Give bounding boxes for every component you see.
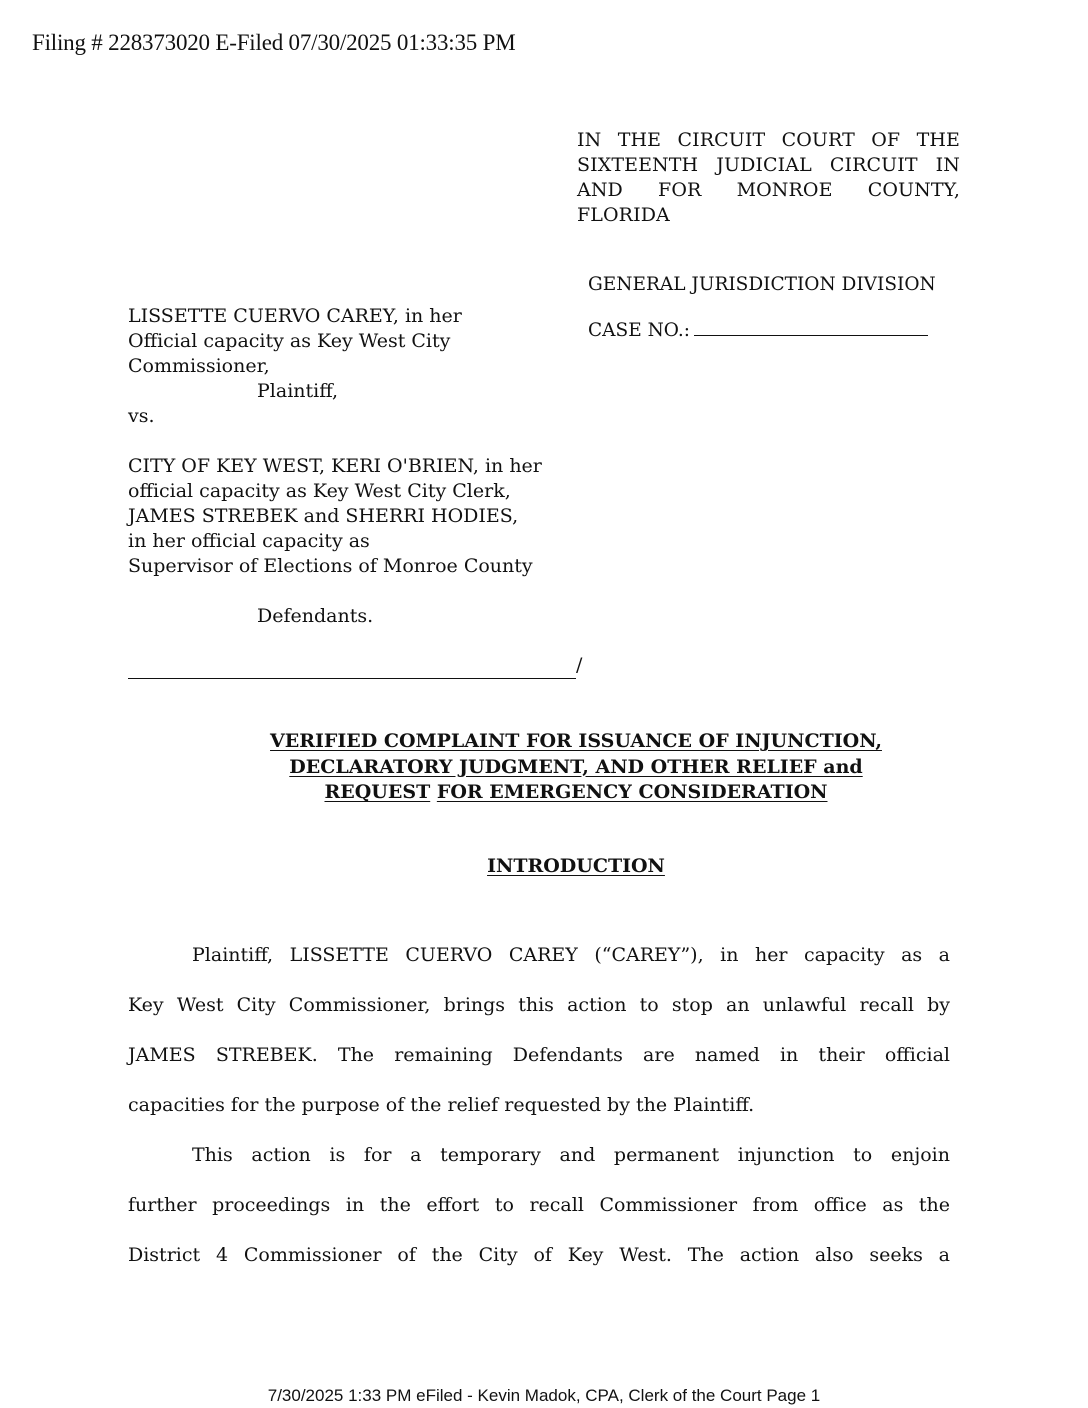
defendant-caption [128,454,542,579]
introduction-body [128,930,950,1280]
title-line: FOR EMERGENCY CONSIDERATION [436,781,828,803]
case-number-blank [694,334,928,336]
defendant-line: in her official capacity as [128,530,370,552]
court-line: AND FOR MONROE COUNTY, [577,179,960,201]
versus-label: vs. [128,405,155,427]
case-number-label: CASE NO.: [588,320,690,341]
plaintiff-role: Plaintiff, [257,380,339,402]
document-title [128,729,1024,806]
title-line: REQUEST [324,781,431,803]
court-line: SIXTEENTH JUDICIAL CIRCUIT IN [577,154,960,176]
plaintiff-line: Official capacity as Key West City [128,330,451,352]
paragraph-line: This action is for a temporary and permanent injunction to enjoin [192,1144,950,1166]
case-number-field [588,320,928,341]
defendant-line: CITY OF KEY WEST, KERI O'BRIEN, in her [128,455,542,477]
court-line: IN THE CIRCUIT COURT OF THE [577,129,960,151]
paragraph-line: Key West City Commissioner, brings this action to stop an unlawful recall by [128,994,950,1016]
plaintiff-line: LISSETTE CUERVO CAREY, in her [128,305,462,327]
section-heading: INTRODUCTION [487,855,665,877]
paragraph-line: further proceedings in the effort to recall Commissioner from office as the [128,1194,950,1216]
defendant-line: official capacity as Key West City Clerk, [128,480,511,502]
title-line: VERIFIED COMPLAINT FOR ISSUANCE OF INJUNCTION, [270,730,882,752]
paragraph-line: District 4 Commissioner of the City of Key West. The action also seeks a [128,1244,950,1266]
defendant-line: Supervisor of Elections of Monroe County [128,555,533,577]
plaintiff-caption [128,304,462,429]
paragraph-line: Plaintiff, LISSETTE CUERVO CAREY (“CAREY”), in her capacity as a [192,944,950,966]
paragraph-line: capacities for the purpose of the relief requested by the Plaintiff. [128,1094,755,1116]
title-line: DECLARATORY JUDGMENT, AND OTHER RELIEF and [289,755,863,778]
defendant-role: Defendants. [257,605,374,627]
defendant-line: JAMES STREBEK and SHERRI HODIES, [128,505,519,527]
paragraph-line: JAMES STREBEK. The remaining Defendants are named in their official [128,1044,950,1066]
plaintiff-line: Commissioner, [128,355,270,377]
division-label: GENERAL JURISDICTION DIVISION [588,274,936,295]
filing-stamp: Filing # 228373020 E-Filed 07/30/2025 01:33:35 PM [32,30,516,55]
court-line: FLORIDA [577,204,670,226]
caption-separator-line [128,678,576,679]
efiling-footer: 7/30/2025 1:33 PM eFiled - Kevin Madok, CPA, Clerk of the Court Page 1 [267,1386,821,1405]
caption-separator-slash: / [576,654,583,676]
court-designation [577,128,960,228]
